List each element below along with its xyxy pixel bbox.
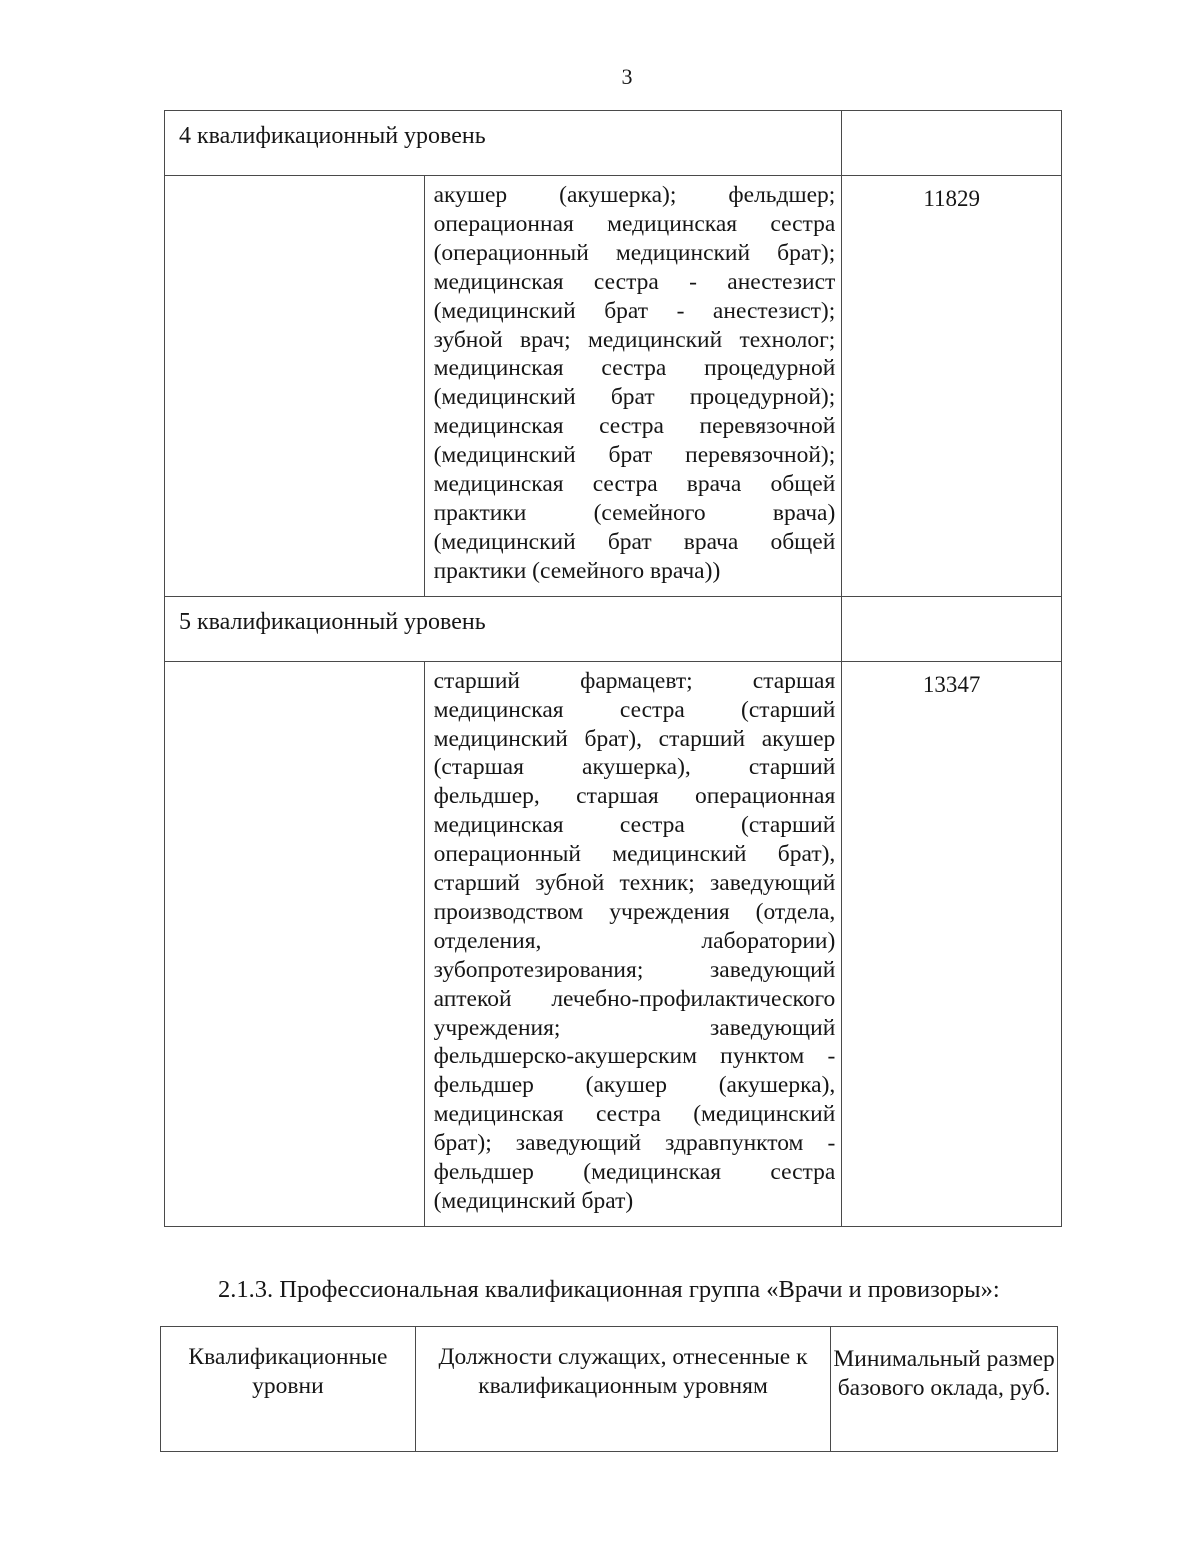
qualification-table bbox=[164, 110, 1062, 1227]
level-positions-row bbox=[165, 661, 1062, 1226]
level-header-row bbox=[165, 111, 1062, 176]
salary-cell: 13347 bbox=[842, 661, 1062, 1226]
positions-cell: акушер (акушерка); фельдшер; операционная медицинская сестра (операционный медицинский брат); медицинская сестра - анестезист (медицинский брат - анестезист); зубной врач; медицинский технолог; медицинская сестра процедурной (медицинский брат процедурной); медицинская сестра перевязочной (медицинский брат перевязочной); медицинская сестра врача общей практики (семейного врача) (медицинский брат врача общей практики (семейного врача)) bbox=[424, 176, 842, 597]
doctors-table-header bbox=[160, 1326, 1058, 1452]
empty-cell bbox=[842, 596, 1062, 661]
positions-cell: старший фармацевт; старшая медицинская сестра (старший медицинский брат), старший акушер (старшая акушерка), старший фельдшер, старшая операционная медицинская сестра (старший операционный медицинский брат), старший зубной техник; заведующий производством учреждения (отдела, отделения, лаборатории) зубопротезирования; заведующий аптекой лечебно-профилактического учреждения; заведующий фельдшерско-акушерским пунктом - фельдшер (акушер (акушерка), медицинская сестра (медицинский брат); заведующий здравпунктом - фельдшер (медицинская сестра (медицинский брат) bbox=[424, 661, 842, 1226]
empty-cell bbox=[165, 176, 425, 597]
salary-cell: 11829 bbox=[842, 176, 1062, 597]
level-positions-row bbox=[165, 176, 1062, 597]
table-header-row bbox=[161, 1327, 1058, 1452]
empty-cell bbox=[165, 661, 425, 1226]
header-min-salary: Минимальный размер базового оклада, руб. bbox=[831, 1327, 1058, 1452]
level-label: 4 квалификационный уровень bbox=[165, 111, 842, 176]
header-positions: Должности служащих, отнесенные к квалификационным уровням bbox=[415, 1327, 830, 1452]
page-number: 3 bbox=[621, 64, 633, 89]
level-header-row bbox=[165, 596, 1062, 661]
section-heading: 2.1.3. Профессиональная квалификационная группа «Врачи и провизоры»: bbox=[218, 1276, 1000, 1303]
level-label: 5 квалификационный уровень bbox=[165, 596, 842, 661]
empty-cell bbox=[842, 111, 1062, 176]
header-qualification-levels: Квалификационные уровни bbox=[161, 1327, 416, 1452]
